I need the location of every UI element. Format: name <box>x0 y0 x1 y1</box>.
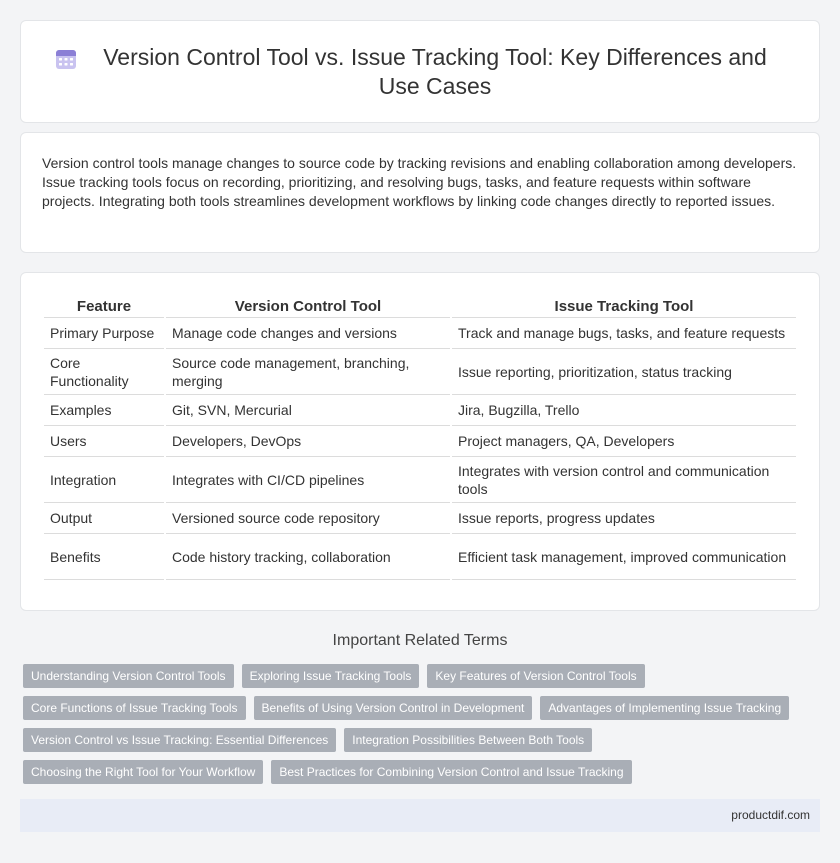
table-row <box>44 426 796 457</box>
related-tag[interactable]: Version Control vs Issue Tracking: Essential Differences <box>23 728 336 752</box>
tag-row <box>23 760 803 784</box>
row-issue-tracking: Efficient task management, improved communication <box>452 534 796 580</box>
related-tag[interactable]: Best Practices for Combining Version Control and Issue Tracking <box>271 760 631 784</box>
tag-row <box>23 696 803 720</box>
related-tag[interactable]: Core Functions of Issue Tracking Tools <box>23 696 246 720</box>
comparison-card <box>20 272 820 611</box>
row-feature: Integration <box>44 457 164 503</box>
intro-paragraph: Version control tools manage changes to source code by tracking revisions and enabling collaboration among developers. Issue tracking tools focus on recording, prioritizing, and resolving bugs, tasks, and feature requests within software projects. Integrating both tools streamlines development workflows by linking code changes directly to reported issues. <box>42 155 797 209</box>
related-tag[interactable]: Key Features of Version Control Tools <box>427 664 644 688</box>
header-feature: Feature <box>44 295 164 318</box>
table-row <box>44 395 796 426</box>
table-row <box>44 349 796 395</box>
table-row <box>44 503 796 534</box>
tag-row <box>23 664 803 688</box>
table-row <box>44 318 796 349</box>
related-terms-title: Important Related Terms <box>332 632 508 649</box>
row-feature: Benefits <box>44 534 164 580</box>
related-tag[interactable]: Understanding Version Control Tools <box>23 664 234 688</box>
row-issue-tracking: Jira, Bugzilla, Trello <box>452 395 796 426</box>
row-feature: Core Functionality <box>44 349 164 395</box>
row-issue-tracking: Issue reports, progress updates <box>452 503 796 534</box>
row-feature: Examples <box>44 395 164 426</box>
footer-site-link[interactable]: productdif.com <box>731 808 810 822</box>
row-version-control: Manage code changes and versions <box>166 318 450 349</box>
row-version-control: Versioned source code repository <box>166 503 450 534</box>
row-version-control: Git, SVN, Mercurial <box>166 395 450 426</box>
row-issue-tracking: Track and manage bugs, tasks, and feature requests <box>452 318 796 349</box>
row-version-control: Developers, DevOps <box>166 426 450 457</box>
table-header-row <box>44 295 796 318</box>
page-title: Version Control Tool vs. Issue Tracking Tool: Key Differences and Use Cases <box>103 44 767 99</box>
table-row <box>44 457 796 503</box>
row-feature: Users <box>44 426 164 457</box>
row-feature: Output <box>44 503 164 534</box>
related-tag[interactable]: Integration Possibilities Between Both Tools <box>344 728 592 752</box>
row-issue-tracking: Integrates with version control and communication tools <box>452 457 796 503</box>
comparison-table <box>42 295 798 580</box>
related-tag[interactable]: Advantages of Implementing Issue Tracking <box>540 696 789 720</box>
related-tag[interactable]: Exploring Issue Tracking Tools <box>242 664 420 688</box>
footer <box>20 799 820 832</box>
intro-card <box>20 132 820 253</box>
header-card <box>20 20 820 123</box>
row-version-control: Source code management, branching, merging <box>166 349 450 395</box>
related-terms-tags <box>23 664 803 792</box>
table-row <box>44 534 796 580</box>
row-issue-tracking: Issue reporting, prioritization, status tracking <box>452 349 796 395</box>
row-issue-tracking: Project managers, QA, Developers <box>452 426 796 457</box>
tag-row <box>23 728 803 752</box>
related-tag[interactable]: Benefits of Using Version Control in Development <box>254 696 533 720</box>
row-feature: Primary Purpose <box>44 318 164 349</box>
header-issue-tracking: Issue Tracking Tool <box>452 295 796 318</box>
row-version-control: Code history tracking, collaboration <box>166 534 450 580</box>
related-tag[interactable]: Choosing the Right Tool for Your Workflow <box>23 760 263 784</box>
row-version-control: Integrates with CI/CD pipelines <box>166 457 450 503</box>
header-version-control: Version Control Tool <box>166 295 450 318</box>
